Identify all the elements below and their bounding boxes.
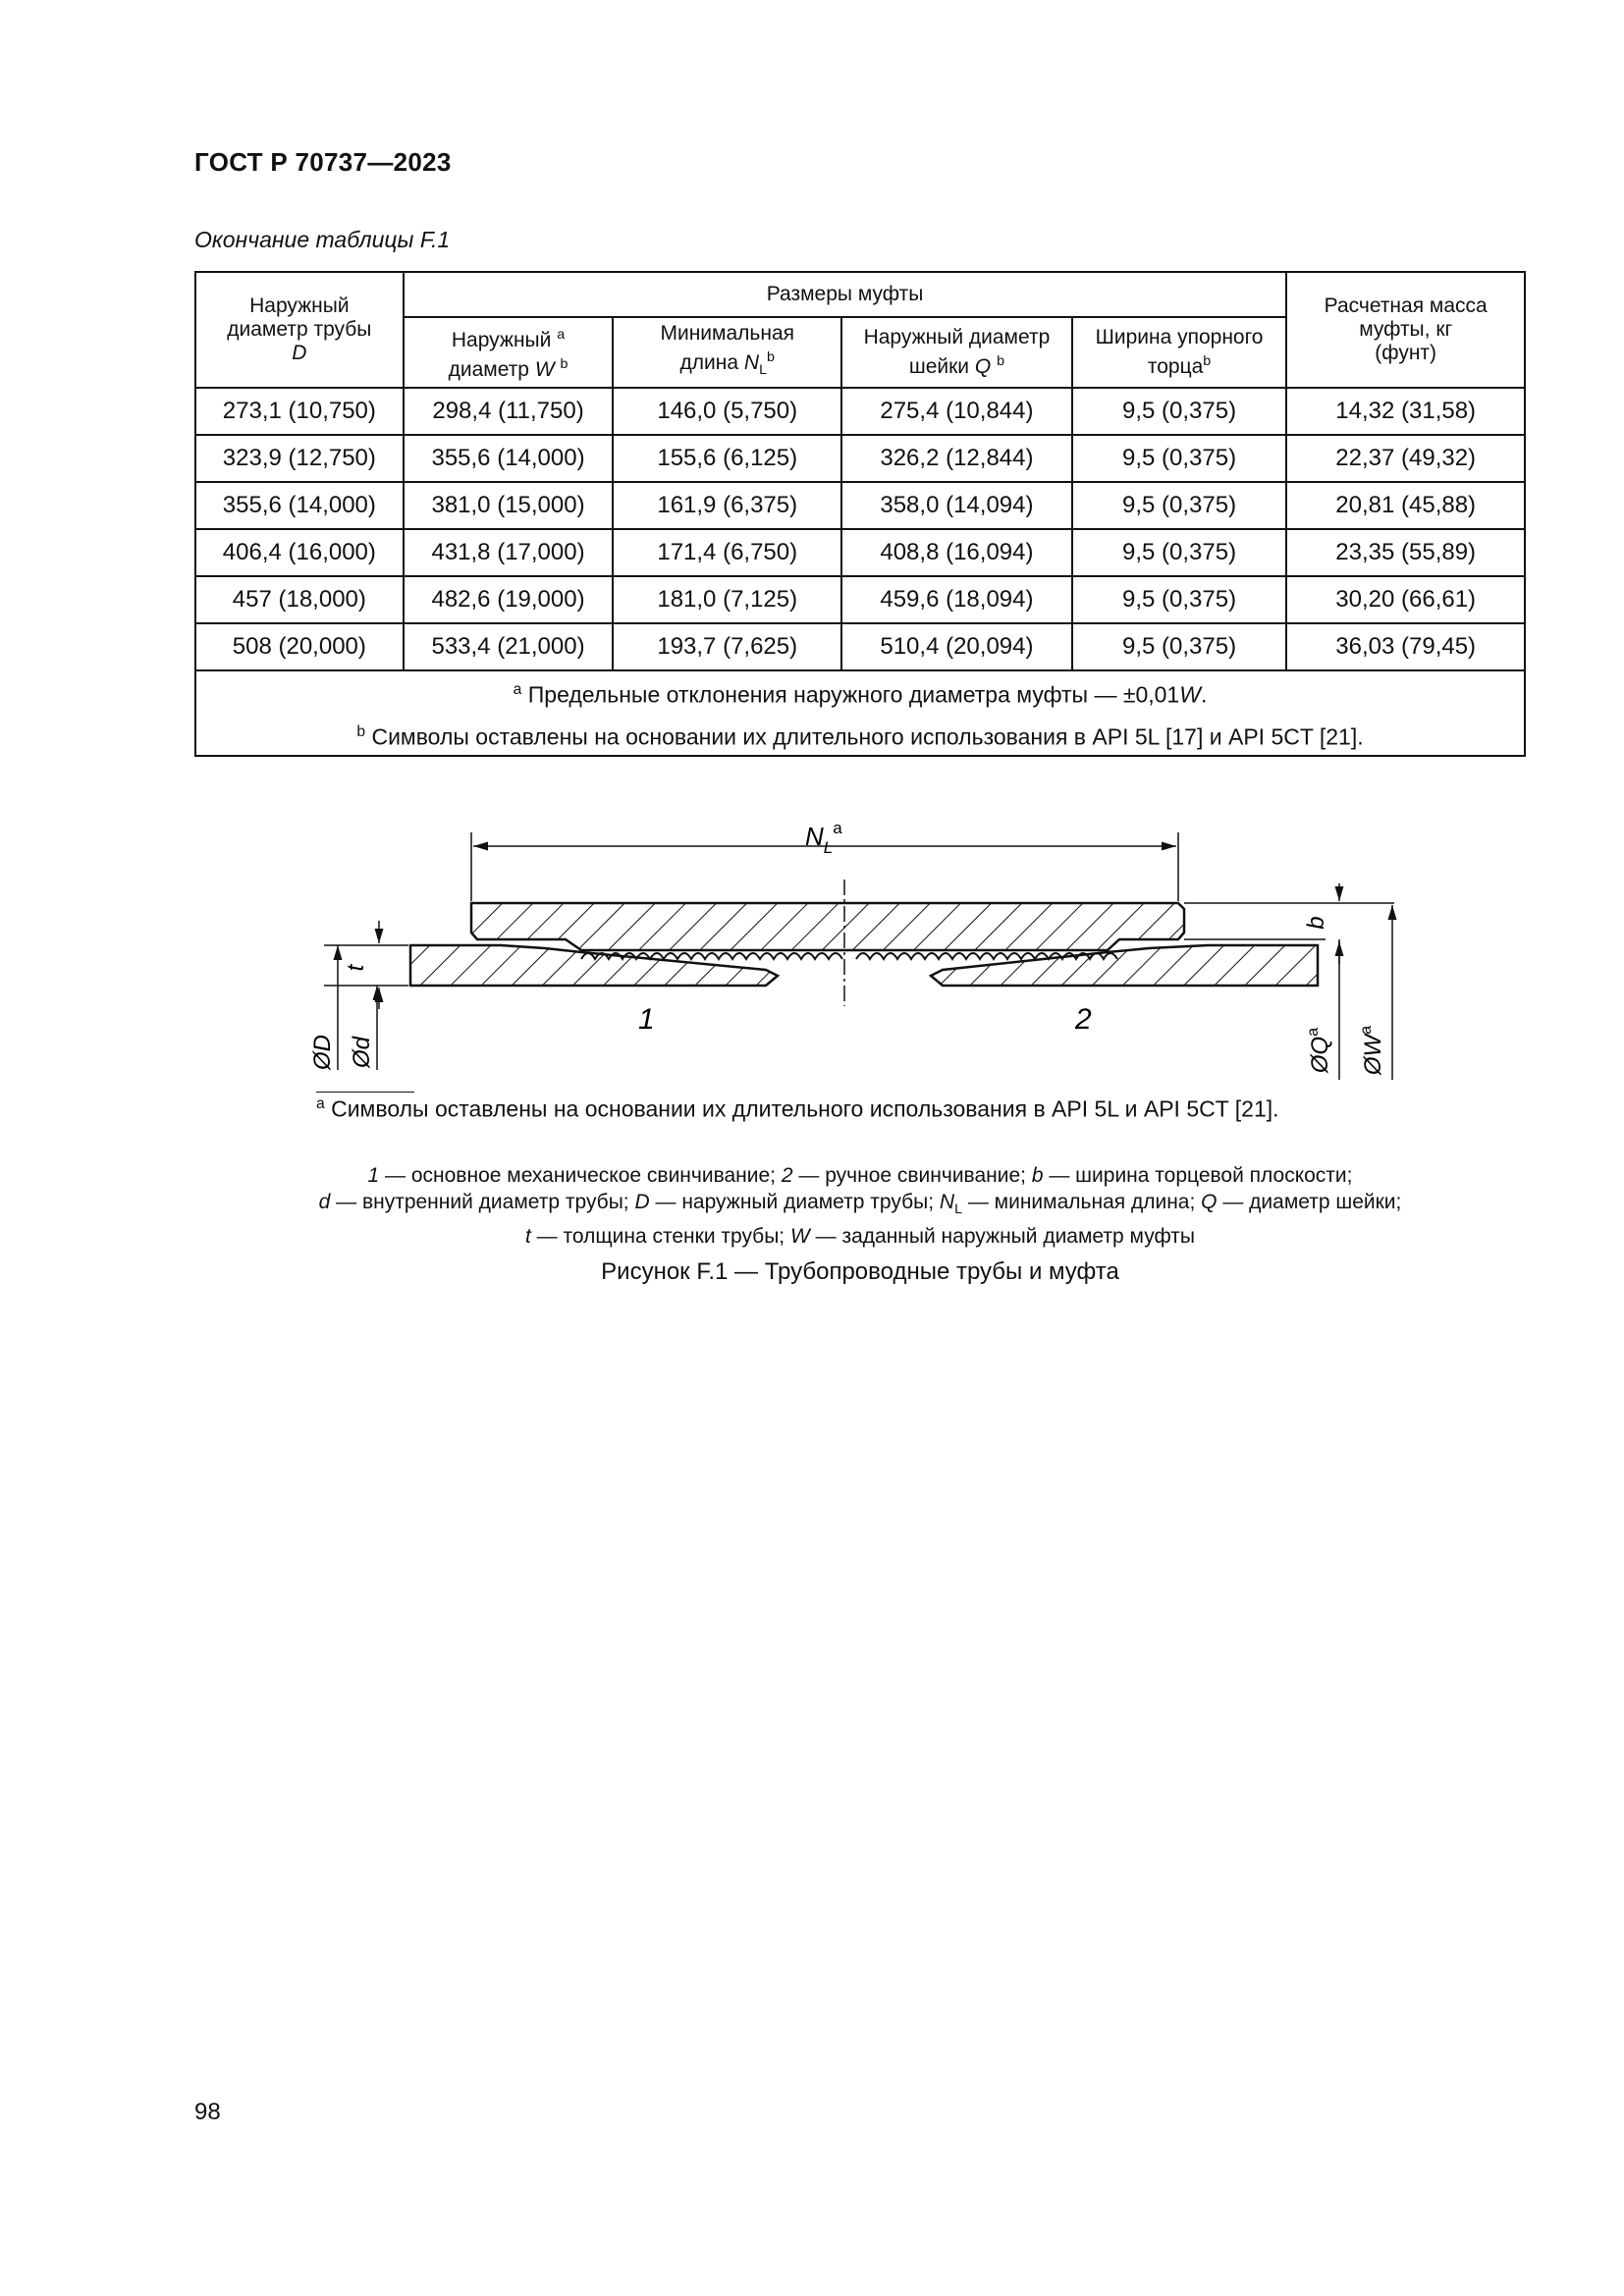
table-cell: 358,0 (14,094) bbox=[841, 482, 1072, 529]
table-cell: 22,37 (49,32) bbox=[1286, 435, 1525, 482]
legend-text: 1 bbox=[367, 1164, 380, 1187]
document-id: ГОСТ Р 70737—2023 bbox=[194, 147, 452, 177]
figure-footnote-rule bbox=[316, 1092, 414, 1093]
header-outer-diameter-w: Наружный $^a$ диаметр W $^b$ bbox=[404, 317, 614, 388]
pipe-coupling-figure bbox=[295, 805, 1434, 1109]
table-cell: 20,81 (45,88) bbox=[1286, 482, 1525, 529]
table-cell: 482,6 (19,000) bbox=[404, 576, 614, 623]
dimension-t-label: t bbox=[343, 964, 369, 972]
table-cell: 459,6 (18,094) bbox=[841, 576, 1072, 623]
table-cell: 298,4 (11,750) bbox=[404, 388, 614, 435]
table-cell: 181,0 (7,125) bbox=[613, 576, 841, 623]
legend-text: d bbox=[318, 1191, 331, 1213]
header-pipe-diameter: Наружный диаметр трубы D bbox=[195, 272, 404, 388]
table-cell: 155,6 (6,125) bbox=[613, 435, 841, 482]
table-cell: 9,5 (0,375) bbox=[1072, 623, 1287, 670]
table-cell: 171,4 (6,750) bbox=[613, 529, 841, 576]
table-cell: 408,8 (16,094) bbox=[841, 529, 1072, 576]
legend-text: — наружный диаметр трубы; bbox=[649, 1191, 940, 1213]
thread-engagement bbox=[581, 953, 1117, 959]
outer-diameter-label: ØD bbox=[309, 1035, 336, 1070]
table-cell: 9,5 (0,375) bbox=[1072, 576, 1287, 623]
table-cell: 36,03 (79,45) bbox=[1286, 623, 1525, 670]
table-cell: 9,5 (0,375) bbox=[1072, 435, 1287, 482]
legend-text: — основное механическое свинчивание; bbox=[379, 1164, 782, 1187]
table-cell: 355,6 (14,000) bbox=[404, 435, 614, 482]
figure-footnote: $^a$ Символы оставлены на основании их длительного использования в API 5L и API 5CT [21]. bbox=[316, 1095, 1279, 1122]
table-cell: 355,6 (14,000) bbox=[195, 482, 404, 529]
legend-text: t bbox=[524, 1225, 531, 1249]
coupling-body bbox=[471, 903, 1184, 950]
table-cell: 23,35 (55,89) bbox=[1286, 529, 1525, 576]
table-cell: 9,5 (0,375) bbox=[1072, 388, 1287, 435]
part-label-2: 2 bbox=[1075, 1003, 1092, 1036]
legend-line bbox=[194, 1223, 1526, 1250]
legend-text: b bbox=[1031, 1164, 1044, 1187]
legend-text: D bbox=[634, 1191, 650, 1213]
dimension-diameters-right bbox=[1305, 905, 1392, 1080]
table-cell: 9,5 (0,375) bbox=[1072, 529, 1287, 576]
table-cell: 323,9 (12,750) bbox=[195, 435, 404, 482]
figure-legend bbox=[194, 1162, 1526, 1250]
table-cell: 457 (18,000) bbox=[195, 576, 404, 623]
legend-line bbox=[194, 1162, 1526, 1189]
table-row bbox=[195, 576, 1525, 623]
table-row bbox=[195, 529, 1525, 576]
legend-text: N bbox=[939, 1191, 955, 1213]
table-row bbox=[195, 435, 1525, 482]
dimension-diameters-left bbox=[309, 945, 377, 1071]
table-row bbox=[195, 482, 1525, 529]
table-cell: 406,4 (16,000) bbox=[195, 529, 404, 576]
table-cell: 14,32 (31,58) bbox=[1286, 388, 1525, 435]
table-cell: 275,4 (10,844) bbox=[841, 388, 1072, 435]
legend-text: — заданный наружный диаметр муфты bbox=[809, 1225, 1195, 1249]
header-coupling-dimensions: Размеры муфты bbox=[404, 272, 1287, 317]
neck-diameter-label: $ØQ^a$ bbox=[1305, 1027, 1333, 1074]
table-cell: 146,0 (5,750) bbox=[613, 388, 841, 435]
legend-line bbox=[194, 1189, 1526, 1223]
table-cell: 273,1 (10,750) bbox=[195, 388, 404, 435]
header-min-length-nl: Минимальная длина $N_L^b$ bbox=[613, 317, 841, 388]
legend-text: — диаметр шейки; bbox=[1217, 1191, 1402, 1213]
legend-text: L bbox=[954, 1201, 962, 1218]
table-cell: 9,5 (0,375) bbox=[1072, 482, 1287, 529]
note-b: $^b$ Символы оставлены на основании их длительного использования в API 5L [17] и API 5CT [21]. bbox=[356, 722, 1364, 750]
page-number: 98 bbox=[194, 2099, 221, 2125]
legend-text: W bbox=[789, 1225, 810, 1249]
dimension-nl-label: $N_L^a$ bbox=[805, 819, 842, 857]
note-a: $^a$ Предельные отклонения наружного диаметра муфты — ±0,01W. bbox=[513, 681, 1208, 708]
legend-text: 2 bbox=[781, 1164, 793, 1187]
table-cell: 326,2 (12,844) bbox=[841, 435, 1072, 482]
dimension-b-label: b bbox=[1303, 916, 1329, 930]
table-cell: 30,20 (66,61) bbox=[1286, 576, 1525, 623]
table-cell: 431,8 (17,000) bbox=[404, 529, 614, 576]
dimension-nl bbox=[471, 819, 1178, 901]
table-notes bbox=[195, 670, 1525, 756]
header-neck-diameter-q: Наружный диаметр шейки Q $^b$ bbox=[841, 317, 1072, 388]
table-cell: 508 (20,000) bbox=[195, 623, 404, 670]
coupling-dimensions-table bbox=[194, 271, 1526, 757]
legend-text: — толщина стенки трубы; bbox=[530, 1225, 790, 1249]
table-cell: 510,4 (20,094) bbox=[841, 623, 1072, 670]
inner-diameter-label: Ød bbox=[349, 1036, 375, 1069]
legend-text: — ширина торцевой плоскости; bbox=[1043, 1164, 1353, 1187]
part-label-1: 1 bbox=[638, 1003, 655, 1036]
dimension-t bbox=[324, 921, 408, 1009]
legend-text: — внутренний диаметр трубы; bbox=[330, 1191, 635, 1213]
figure-caption: Рисунок F.1 — Трубопроводные трубы и муфта bbox=[601, 1258, 1119, 1285]
table-cell: 533,4 (21,000) bbox=[404, 623, 614, 670]
table-cell: 381,0 (15,000) bbox=[404, 482, 614, 529]
header-coupling-mass: Расчетная масса муфты, кг (фунт) bbox=[1286, 272, 1525, 388]
table-row bbox=[195, 623, 1525, 670]
legend-text: — ручное свинчивание; bbox=[792, 1164, 1032, 1187]
table-row bbox=[195, 388, 1525, 435]
legend-text: — минимальная длина; bbox=[962, 1191, 1202, 1213]
table-caption: Окончание таблицы F.1 bbox=[194, 227, 451, 252]
table-cell: 161,9 (6,375) bbox=[613, 482, 841, 529]
legend-text: Q bbox=[1201, 1191, 1218, 1213]
coupling-diameter-label: $ØW^a$ bbox=[1358, 1025, 1386, 1076]
header-face-width: Ширина упорного торца$^b$ bbox=[1072, 317, 1287, 388]
table-cell: 193,7 (7,625) bbox=[613, 623, 841, 670]
